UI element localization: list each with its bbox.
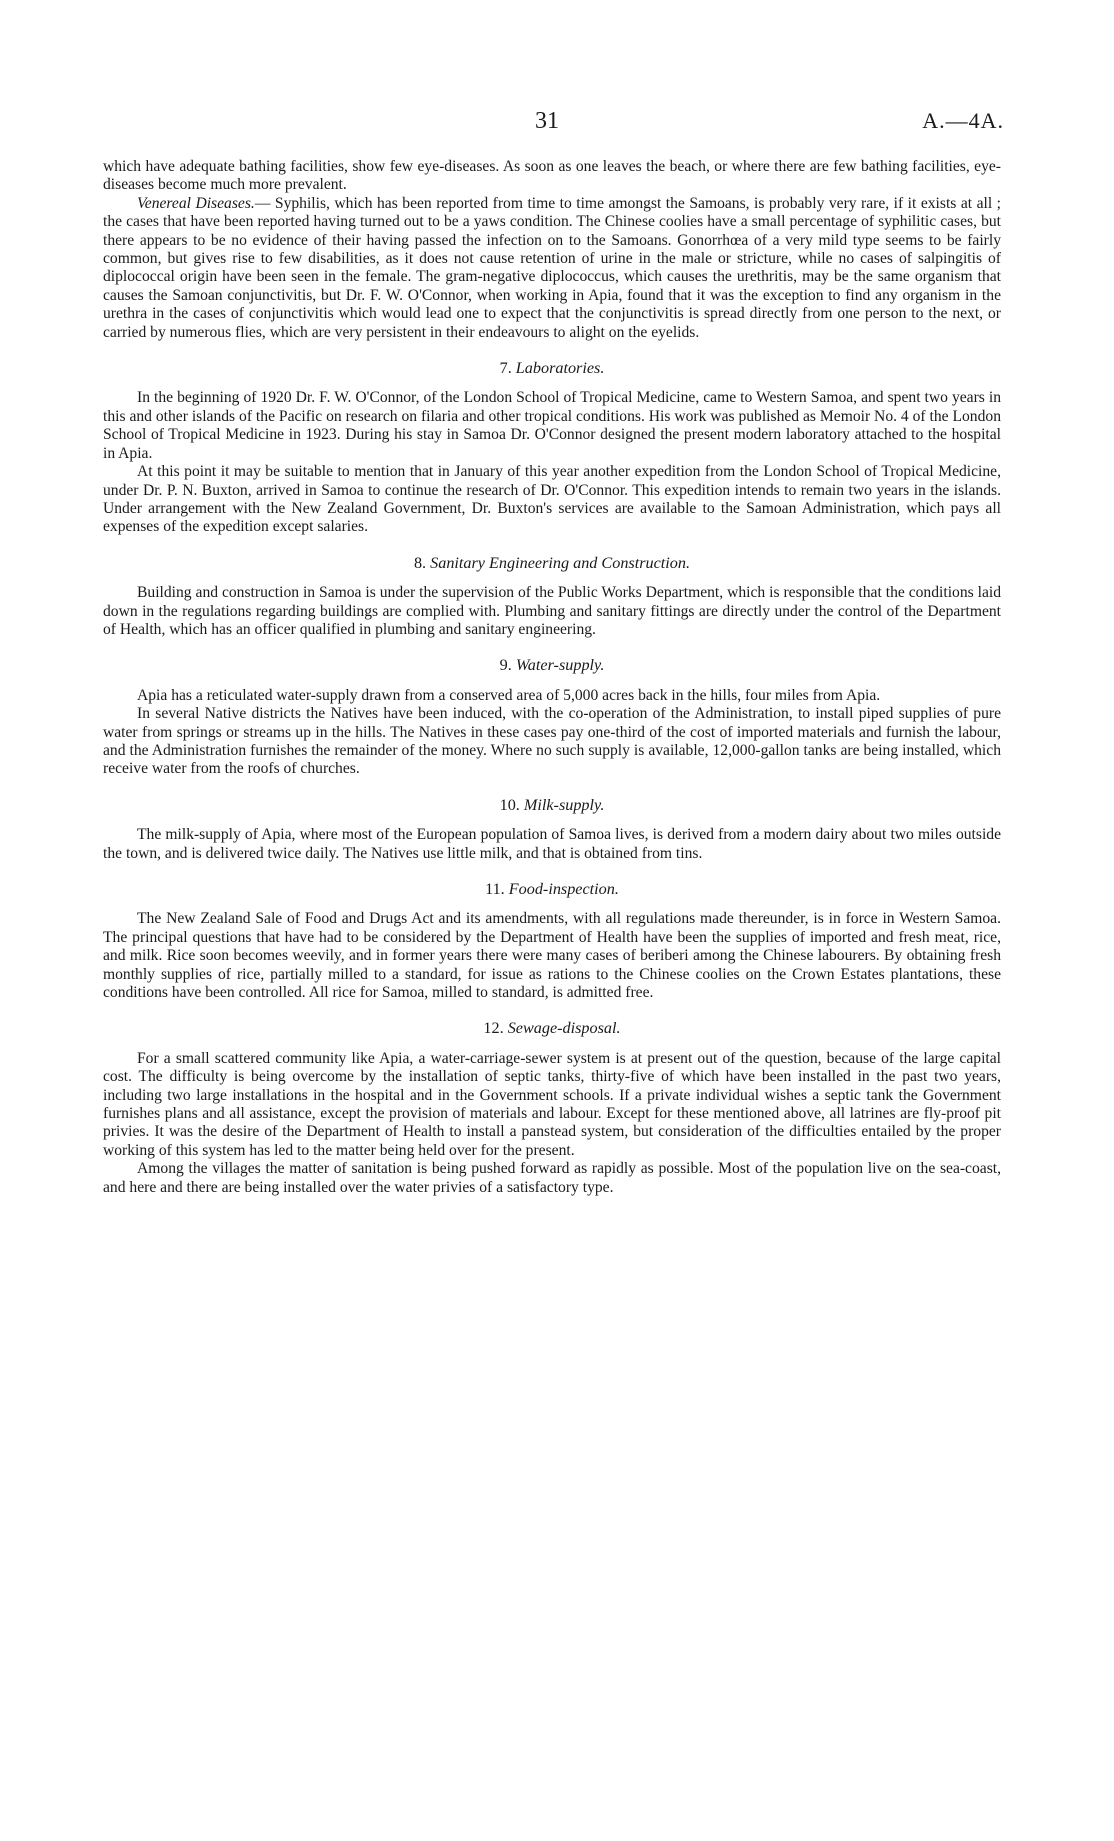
section-paragraph: Among the villages the matter of sanitation is being pushed forward as rapidly as possible. Most of the population live on the sea-coast, and here and there are being installed over the water privies of a satisfactory type. xyxy=(103,1160,1001,1196)
section-paragraph: At this point it may be suitable to mention that in January of this year another expedition from the London School of Tropical Medicine, under Dr. P. N. Buxton, arrived in Samoa to continue the research of Dr. O'Connor. This expedition intends to remain two years in the islands. Under arrangement with the New Zealand Government, Dr. Buxton's services are available to the Samoan Administration, which pays all expenses of the expedition except salaries. xyxy=(103,463,1001,536)
section-title: Laboratories. xyxy=(515,359,605,378)
page-header xyxy=(0,108,1114,138)
intro-paragraph: which have adequate bathing facilities, show few eye-diseases. As soon as one leaves the beach, or where there are few bathing facilities, eye-diseases become much more prevalent. xyxy=(103,158,1001,194)
section-paragraph: Building and construction in Samoa is under the supervision of the Public Works Department, which is responsible that the conditions laid down in the regulations regarding buildings are complied with. Plumbing and sanitary fittings are directly under the control of the Department of Health, which has an officer qualified in plumbing and sanitary engineering. xyxy=(103,584,1001,638)
section-heading-milk-supply xyxy=(103,796,1001,814)
section-title: Food-inspection. xyxy=(508,880,619,898)
section-paragraph: The milk-supply of Apia, where most of the European population of Samoa lives, is derived from a modern dairy about two miles outside the town, and is delivered twice daily. The Natives use little milk, and that is obtained from tins. xyxy=(103,826,1001,862)
page-number: 31 xyxy=(535,108,559,134)
section-number: 12. xyxy=(483,1019,504,1038)
document-reference: A.—4A. xyxy=(922,108,1004,133)
section-heading-food-inspection xyxy=(103,880,1001,898)
section-title: Sanitary Engineering and Construction. xyxy=(430,553,691,572)
section-heading-sanitary-engineering xyxy=(103,554,1001,572)
section-heading-laboratories xyxy=(103,359,1001,377)
section-title: Milk-supply. xyxy=(523,795,605,814)
section-heading-sewage-disposal xyxy=(103,1019,1001,1037)
venereal-diseases-label: Venereal Diseases. xyxy=(137,194,255,212)
section-number: 9. xyxy=(499,656,512,675)
section-title: Water-supply. xyxy=(515,656,605,675)
section-paragraph: Apia has a reticulated water-supply drawn from a conserved area of 5,000 acres back in the hills, four miles from Apia. xyxy=(137,686,881,704)
section-title: Sewage-disposal. xyxy=(507,1019,621,1038)
section-number: 8. xyxy=(413,553,427,572)
section-heading-water-supply xyxy=(103,656,1001,674)
venereal-diseases-text: — Syphilis, which has been reported from time to time amongst the Samoans, is probably very rare, if it exists at all ; the cases that have been reported having turned out to be a yaws condition. The Chinese coolies have a small percentage of syphilitic cases, but there appears to be no evidence of their having passed the infection on to the Samoans. Gonorrhœa of a very mild type seems to be fairly common, but gives rise to few disabilities, as it does not cause retention of urine in the male or stricture, while no cases of salpingitis of diplococcal origin have been seen in the female. The gram-negative diplococcus, which causes the urethritis, may be the same organism that causes the Samoan conjunctivitis, but Dr. F. W. O'Connor, when working in Apia, found that it was the exception to find any organism in the urethra in the cases of conjunctivitis which would lead one to expect that the conjunctivitis is spread directly from one person to the next, or carried by numerous flies, which are very persistent in their endeavours to alight on the eyelids. xyxy=(103,194,1001,341)
section-number: 7. xyxy=(499,359,512,378)
section-paragraph: The New Zealand Sale of Food and Drugs Act and its amendments, with all regulations made thereunder, is in force in Western Samoa. The principal questions that have had to be considered by the Department of Health have been the supplies of imported and fresh meat, rice, and milk. Rice soon becomes weevily, and in former years there were many cases of beriberi among the Chinese labourers. By obtaining fresh monthly supplies of rice, partially milled to a standard, for issue as rations to the Chinese coolies on the Crown Estates plantations, these conditions have been controlled. All rice for Samoa, milled to standard, is admitted free. xyxy=(103,910,1001,1002)
section-paragraph: For a small scattered community like Apia, a water-carriage-sewer system is at present out of the question, because of the large capital cost. The difficulty is being overcome by the installation of septic tanks, thirty-five of which have been installed in the past two years, including two large installations in the hospital and in the Government schools. If a private individual wishes a septic tank the Government furnishes plans and all assistance, except the provision of materials and labour. Except for these mentioned above, all latrines are fly-proof pit privies. It was the desire of the Department of Health to install a panstead system, but consideration of the difficulties entailed by the proper working of this system has led to the matter being held over for the present. xyxy=(103,1049,1001,1159)
section-paragraph: In several Native districts the Natives have been induced, with the co-operation of the Administration, to install piped supplies of pure water from springs or streams up in the hills. The Natives in these cases pay one-third of the cost of imported materials and furnish the labour, and the Administration furnishes the remainder of the money. Where no such supply is available, 12,000-gallon tanks are being installed, which receive water from the roofs of churches. xyxy=(103,705,1001,778)
body-text xyxy=(103,158,1001,1197)
section-number: 10. xyxy=(499,795,520,814)
venereal-diseases-paragraph xyxy=(103,195,1001,342)
section-number: 11. xyxy=(485,880,505,898)
section-paragraph: In the beginning of 1920 Dr. F. W. O'Connor, of the London School of Tropical Medicine, came to Western Samoa, and spent two years in this and other islands of the Pacific on research on filaria and other tropical conditions. His work was published as Memoir No. 4 of the London School of Tropical Medicine in 1923. During his stay in Samoa Dr. O'Connor designed the present modern laboratory attached to the hospital in Apia. xyxy=(103,389,1001,462)
